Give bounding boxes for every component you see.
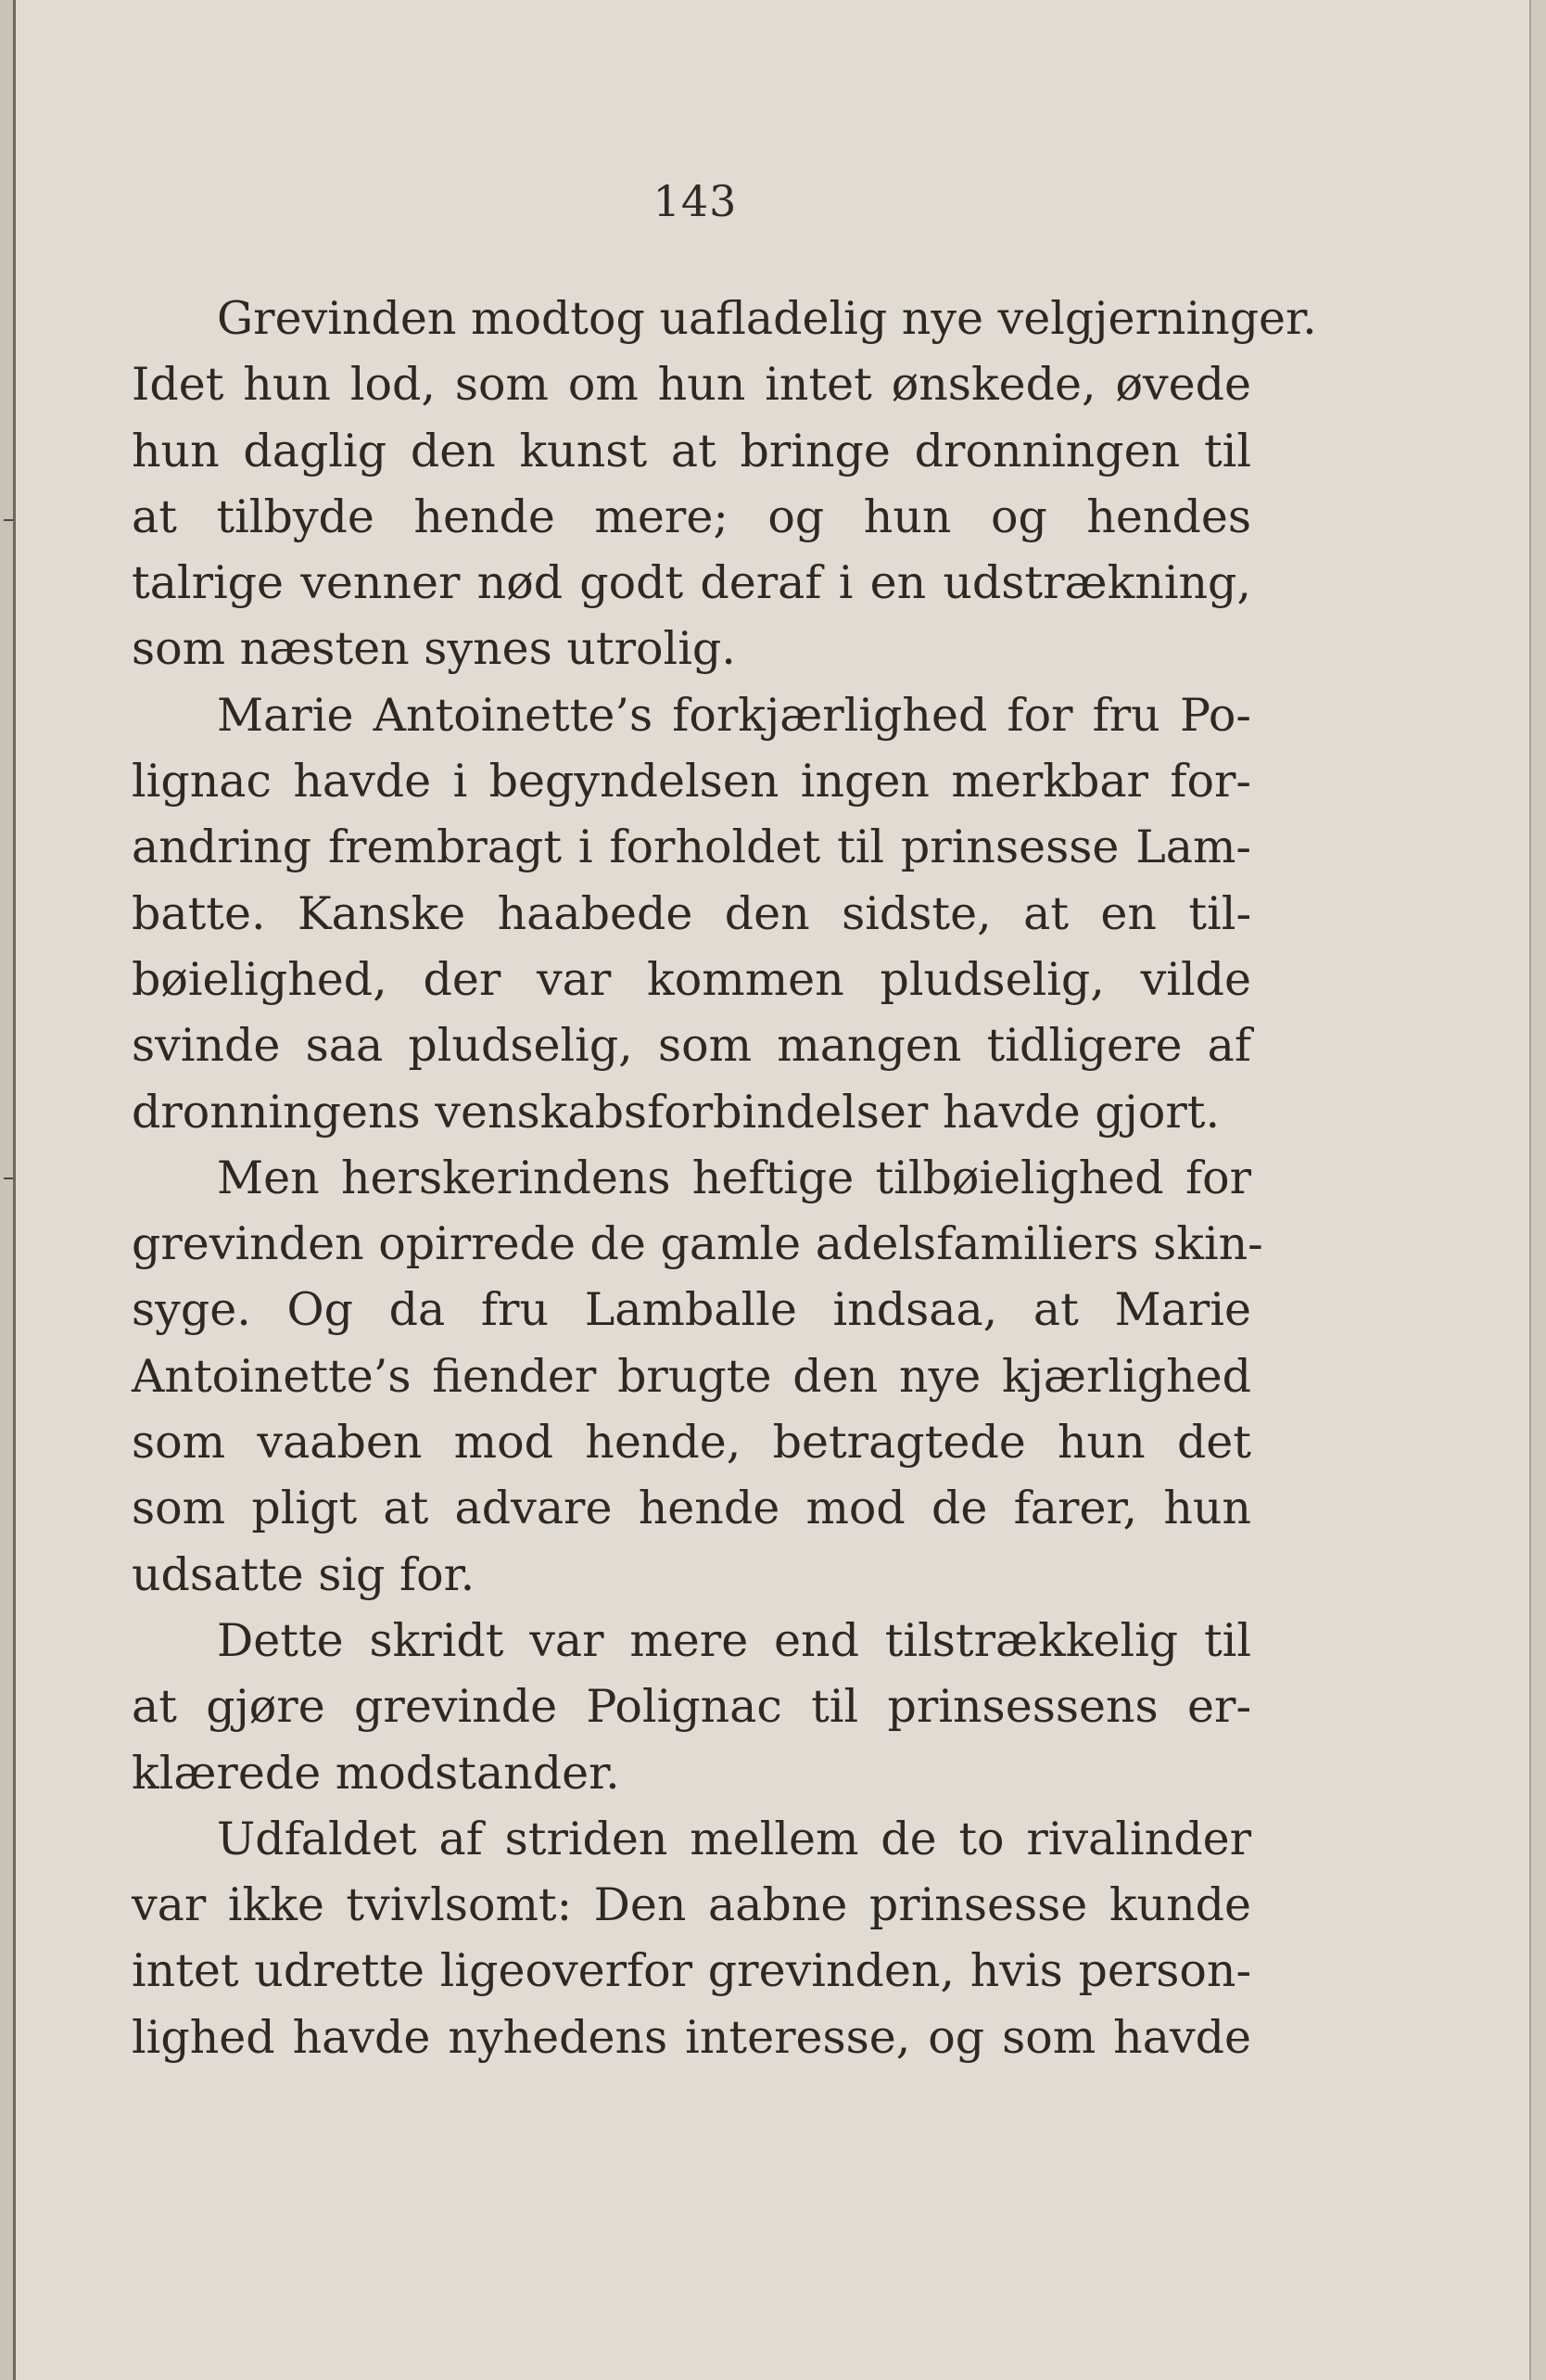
text-line: lighed havde nyhedens interesse, og som havde	[132, 2010, 1251, 2064]
text-line: at tilbyde hende mere; og hun og hendes	[132, 490, 1251, 543]
text-line: som næsten synes utrolig.	[132, 622, 736, 676]
text-line: som vaaben mod hende, betragtede hun det	[132, 1416, 1251, 1470]
text-line: Men herskerindens heftige tilbøielighed for	[217, 1151, 1251, 1204]
text-line: Grevinden modtog uafladelig nye velgjerninger.	[217, 292, 1317, 345]
text-line: at gjøre grevinde Polignac til prinsessens er-	[132, 1680, 1251, 1734]
text-line: intet udrette ligeoverfor grevinden, hvis person-	[132, 1944, 1251, 1998]
body-text	[132, 286, 1317, 2070]
text-line: dronningens venskabsforbindelser havde gjort.	[132, 1085, 1221, 1139]
text-line: svinde saa pludselig, som mangen tidligere af	[132, 1019, 1251, 1073]
page-binding-edge	[0, 0, 16, 2380]
text-line: syge. Og da fru Lamballe indsaa, at Marie	[132, 1283, 1251, 1337]
text-line: batte. Kanske haabede den sidste, at en til-	[132, 886, 1251, 940]
text-line: bøielighed, der var kommen pludselig, vilde	[132, 952, 1251, 1006]
edge-mark	[4, 1177, 13, 1179]
text-line: var ikke tvivlsomt: Den aabne prinsesse kunde	[132, 1878, 1251, 1932]
edge-mark	[4, 519, 13, 521]
text-line: udsatte sig for.	[132, 1547, 475, 1601]
page-number: 143	[653, 176, 738, 226]
text-line: andring frembragt i forholdet til prinsesse Lam-	[132, 821, 1251, 874]
text-line: Udfaldet af striden mellem de to rivalinder	[217, 1812, 1251, 1865]
text-line: Antoinette’s fiender brugte den nye kjærlighed	[132, 1349, 1251, 1403]
text-line: talrige venner nød godt deraf i en udstrækning,	[132, 556, 1251, 610]
text-line: lignac havde i begyndelsen ingen merkbar for-	[132, 755, 1251, 808]
text-line: hun daglig den kunst at bringe dronningen til	[132, 424, 1251, 477]
text-line: grevinden opirrede de gamle adelsfamiliers skin-	[132, 1217, 1263, 1271]
page-outer-edge	[1529, 0, 1546, 2380]
text-line: Dette skridt var mere end tilstrækkelig til	[217, 1613, 1251, 1667]
text-line: klærede modstander.	[132, 1746, 620, 1800]
text-line: Marie Antoinette’s forkjærlighed for fru Po-	[217, 688, 1251, 742]
text-line: som pligt at advare hende mod de farer, hun	[132, 1482, 1251, 1535]
text-line: Idet hun lod, som om hun intet ønskede, øvede	[132, 358, 1251, 412]
